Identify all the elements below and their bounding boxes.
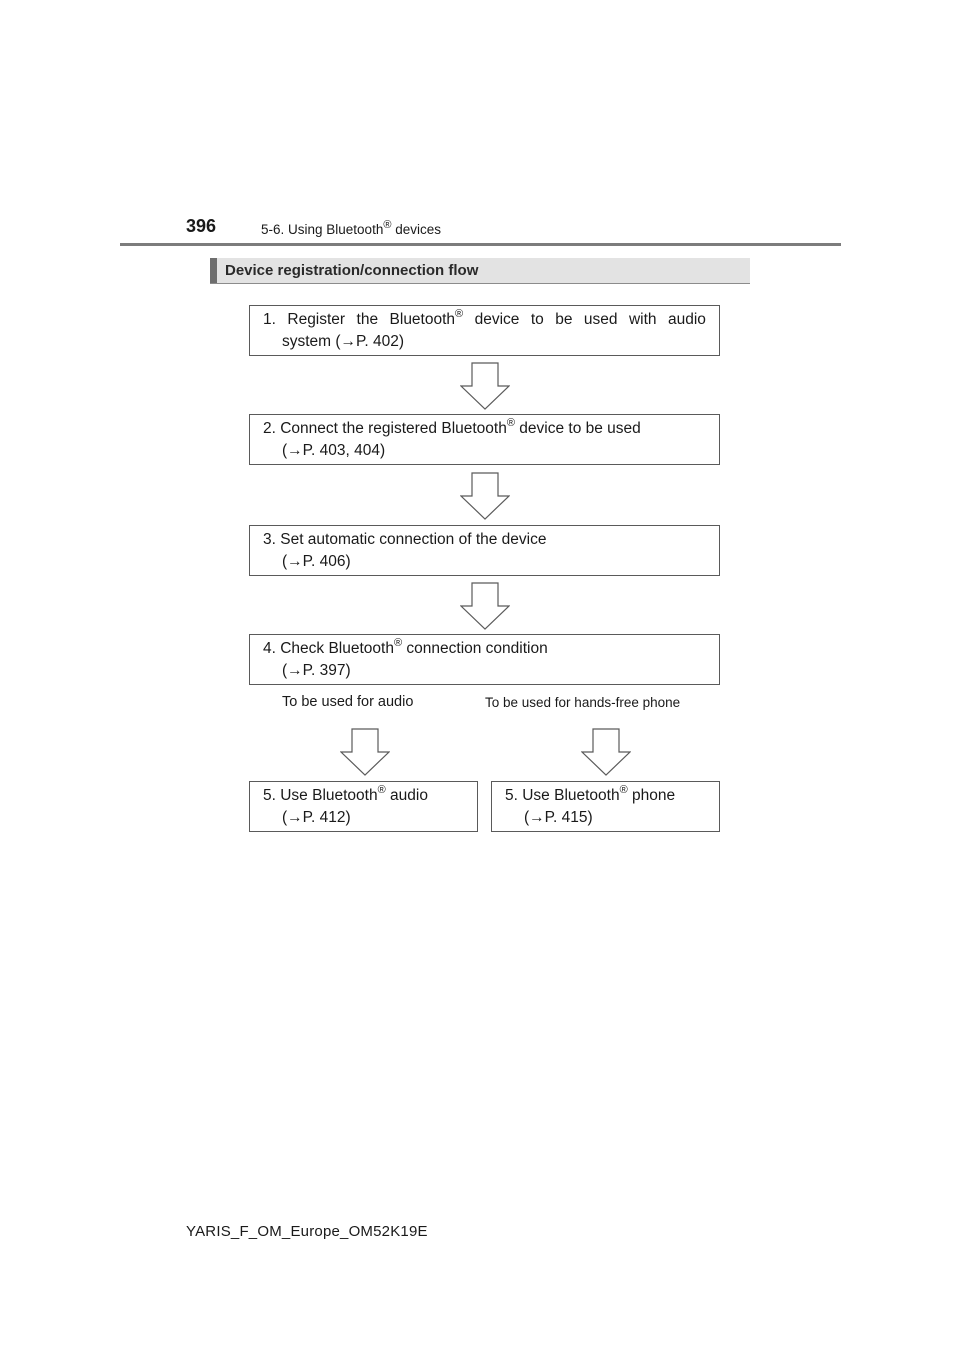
step-1-word: the	[356, 311, 379, 328]
down-arrow-icon	[581, 728, 631, 776]
step-1-word: be	[555, 311, 573, 328]
step-5-phone-line-2: (→P. 415)	[524, 809, 593, 826]
step-2-line-2: (→P. 403, 404)	[282, 442, 386, 459]
down-arrow-icon	[460, 582, 510, 630]
step-2-line-1: 2. Connect the registered Bluetooth® device to be used	[263, 416, 641, 437]
branch-label-audio: To be used for audio	[282, 694, 414, 710]
step-5-audio-line-1: 5. Use Bluetooth® audio	[263, 783, 428, 804]
step-1-word: device	[474, 311, 520, 328]
step-1-word: with	[628, 311, 657, 328]
step-1-word: 1.	[263, 311, 276, 328]
section-title: 5-6. Using Bluetooth® devices	[261, 218, 441, 237]
step-4-line-1: 4. Check Bluetooth® connection condition	[263, 636, 548, 657]
step-5-audio-line-2: (→P. 412)	[282, 809, 351, 826]
header-rule	[120, 243, 841, 246]
down-arrow-icon	[460, 362, 510, 410]
step-1-line-2: system (→P. 402)	[282, 333, 405, 350]
step-1-word: Register	[287, 311, 346, 328]
step-1-word: used	[583, 311, 618, 328]
flow-step-5-phone	[491, 781, 720, 832]
heading-accent	[210, 258, 217, 283]
section-heading	[210, 258, 750, 284]
step-4-line-2: (→P. 397)	[282, 662, 351, 679]
step-1-word: Bluetooth®	[389, 307, 464, 328]
flow-step-5-audio	[249, 781, 478, 832]
step-5-phone-line-1: 5. Use Bluetooth® phone	[505, 783, 676, 804]
step-3-line-2: (→P. 406)	[282, 553, 351, 570]
flow-step-3	[249, 525, 720, 576]
down-arrow-icon	[460, 472, 510, 520]
heading-text: Device registration/connection flow	[225, 262, 479, 279]
flow-step-1	[249, 305, 720, 356]
flow-step-2	[249, 414, 720, 465]
branch-label-phone: To be used for hands-free phone	[485, 695, 681, 710]
flow-step-4	[249, 634, 720, 685]
down-arrow-icon	[340, 728, 390, 776]
step-3-line-1: 3. Set automatic connection of the device	[263, 531, 547, 548]
page-number: 396	[186, 216, 217, 236]
step-1-word: to	[530, 311, 544, 328]
step-1-line-1	[263, 309, 706, 331]
footer-document-id: YARIS_F_OM_Europe_OM52K19E	[186, 1223, 428, 1240]
step-1-word: audio	[667, 311, 706, 328]
